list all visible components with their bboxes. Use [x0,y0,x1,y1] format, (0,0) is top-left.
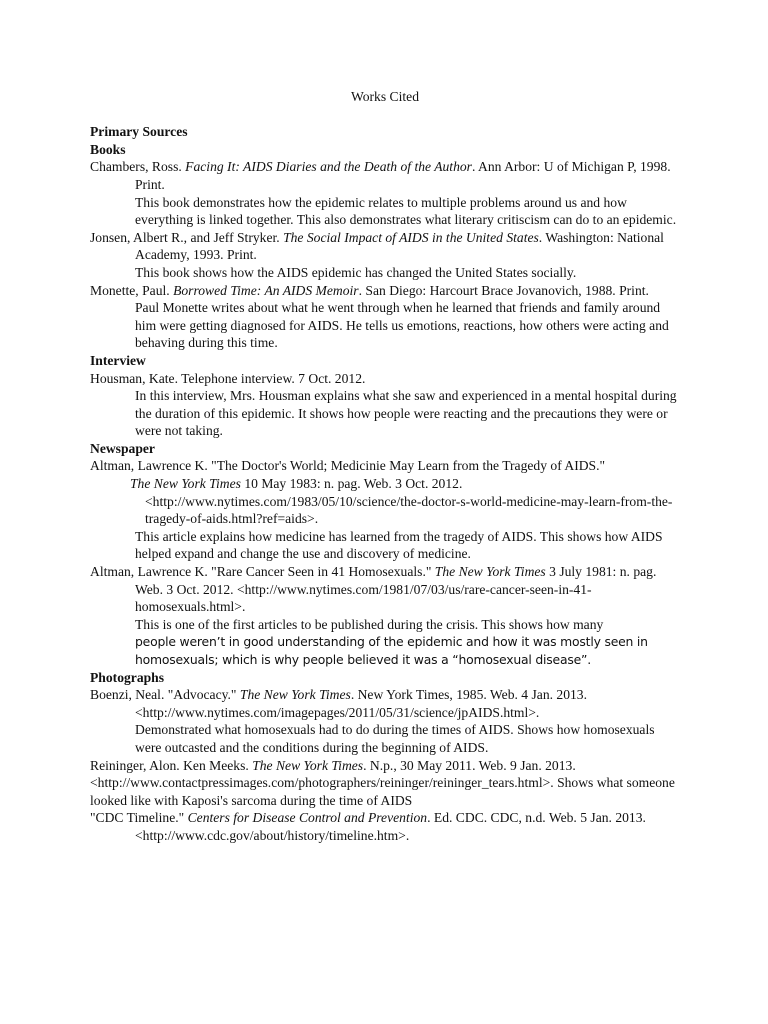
citation-altman-1983-author: Altman, Lawrence K. "The Doctor's World; Medicinie May Learn from the Tragedy of AIDS." [90,458,606,474]
citation-jonsen [90,229,680,264]
citation-author: "CDC Timeline." [90,810,188,826]
citation-monette [90,282,680,300]
citation-publication: . Ed. CDC. CDC, n.d. Web. 5 Jan. 2013. <http://www.cdc.gov/about/history/timeline.htm>. [135,810,646,843]
annotation-monette: Paul Monette writes about what he went through when he learned that friends and family around him were getting diagnosed for AIDS. He tells us emotions, reactions, how others were acting and behaving during this time. [135,300,669,351]
annotation-altman-1981: This is one of the first articles to be published during the crisis. This shows how many [135,616,604,632]
citation-title: Borrowed Time: An AIDS Memoir [173,282,359,298]
citation-title: Facing It: AIDS Diaries and the Death of the Author [185,159,472,175]
section-heading-photographs: Photographs [90,669,165,685]
annotation-altman-1983: This article explains how medicine has learned from the tragedy of AIDS. This shows how AIDS helped expand and change the use and discovery of medicine. [135,528,663,562]
section-heading-interview: Interview [90,352,146,368]
annotation-boenzi: Demonstrated what homosexuals had to do during the times of AIDS. Shows how homosexuals were outcasted and the conditions during the beginning of AIDS. [135,722,655,755]
annotation-altman-1981-continued: people weren’t in good understanding of the epidemic and how it was mostly seen in homosexuals; which is why people believed it was a “homosexual disease”. [135,634,648,667]
citation-reininger [90,757,680,810]
citation-author: Reininger, Alon. Ken Meeks. [90,757,253,773]
citation-publication: . Washington: National Academy, 1993. Print. [135,229,664,263]
annotation-chambers: This book demonstrates how the epidemic relates to multiple problems around us and how everything is linked together. This also demonstrates what literary critiscism can do to an epidemic. [135,194,677,228]
citation-title: The New York Times [434,564,546,580]
citation-publication: 10 May 1983: n. pag. Web. 3 Oct. 2012. [240,476,463,492]
citation-url: <http://www.nytimes.com/1983/05/10/science/the-doctor-s-world-medicine-may-learn-from-the-tragedy-of-aids.html?ref=aids>. [145,493,673,527]
section-heading-newspaper: Newspaper [90,440,155,456]
citation-boenzi [90,686,680,721]
section-heading-books: Books [90,141,126,157]
works-cited-page [90,88,680,845]
citation-author: Jonsen, Albert R., and Jeff Stryker. [90,229,284,245]
citation-altman-1981 [90,563,680,616]
citation-title: The New York Times [239,687,351,703]
citation-cdc [90,809,680,844]
citation-author: Monette, Paul. [90,282,174,298]
citation-title: The New York Times [252,757,364,773]
section-heading-primary-sources: Primary Sources [90,124,188,140]
citation-author: Chambers, Ross. [90,159,186,175]
citation-chambers [90,158,680,193]
citation-publication: 3 July 1981: n. pag. Web. 3 Oct. 2012. <http://www.nytimes.com/1981/07/03/us/rare-cancer-seen-in-41-homosexuals.html>. [135,564,657,615]
citation-author: Altman, Lawrence K. "Rare Cancer Seen in 41 Homosexuals." [90,564,435,580]
annotation-jonsen: This book shows how the AIDS epidemic has changed the United States socially. [135,264,577,280]
citation-title: Centers for Disease Control and Prevention [187,810,428,826]
citation-altman-1983 [90,475,680,528]
citation-publication: . New York Times, 1985. Web. 4 Jan. 2013. <http://www.nytimes.com/imagepages/2011/05/31/science/jpAIDS.html>. [135,687,588,720]
citation-publication: . N.p., 30 May 2011. Web. 9 Jan. 2013. <http://www.contactpressimages.com/photographers/reininger/reininger_tears.html>. Shows what someone looked like with Kaposi's sarcoma during the time of AIDS [90,757,675,808]
citation-housman: Housman, Kate. Telephone interview. 7 Oct. 2012. [90,370,366,386]
citation-title: The New York Times [130,476,241,492]
page-title: Works Cited [350,89,419,104]
citation-title: The Social Impact of AIDS in the United States [283,229,539,245]
citation-publication: . San Diego: Harcourt Brace Jovanovich, 1988. Print. [358,282,649,298]
annotation-housman: In this interview, Mrs. Housman explains what she saw and experienced in a mental hospital during the duration of this epidemic. It shows how people were reacting and the precautions they were or were not taking. [135,388,677,439]
citation-author: Boenzi, Neal. "Advocacy." [90,687,240,703]
citation-publication: . Ann Arbor: U of Michigan P, 1998. Print. [135,159,671,192]
